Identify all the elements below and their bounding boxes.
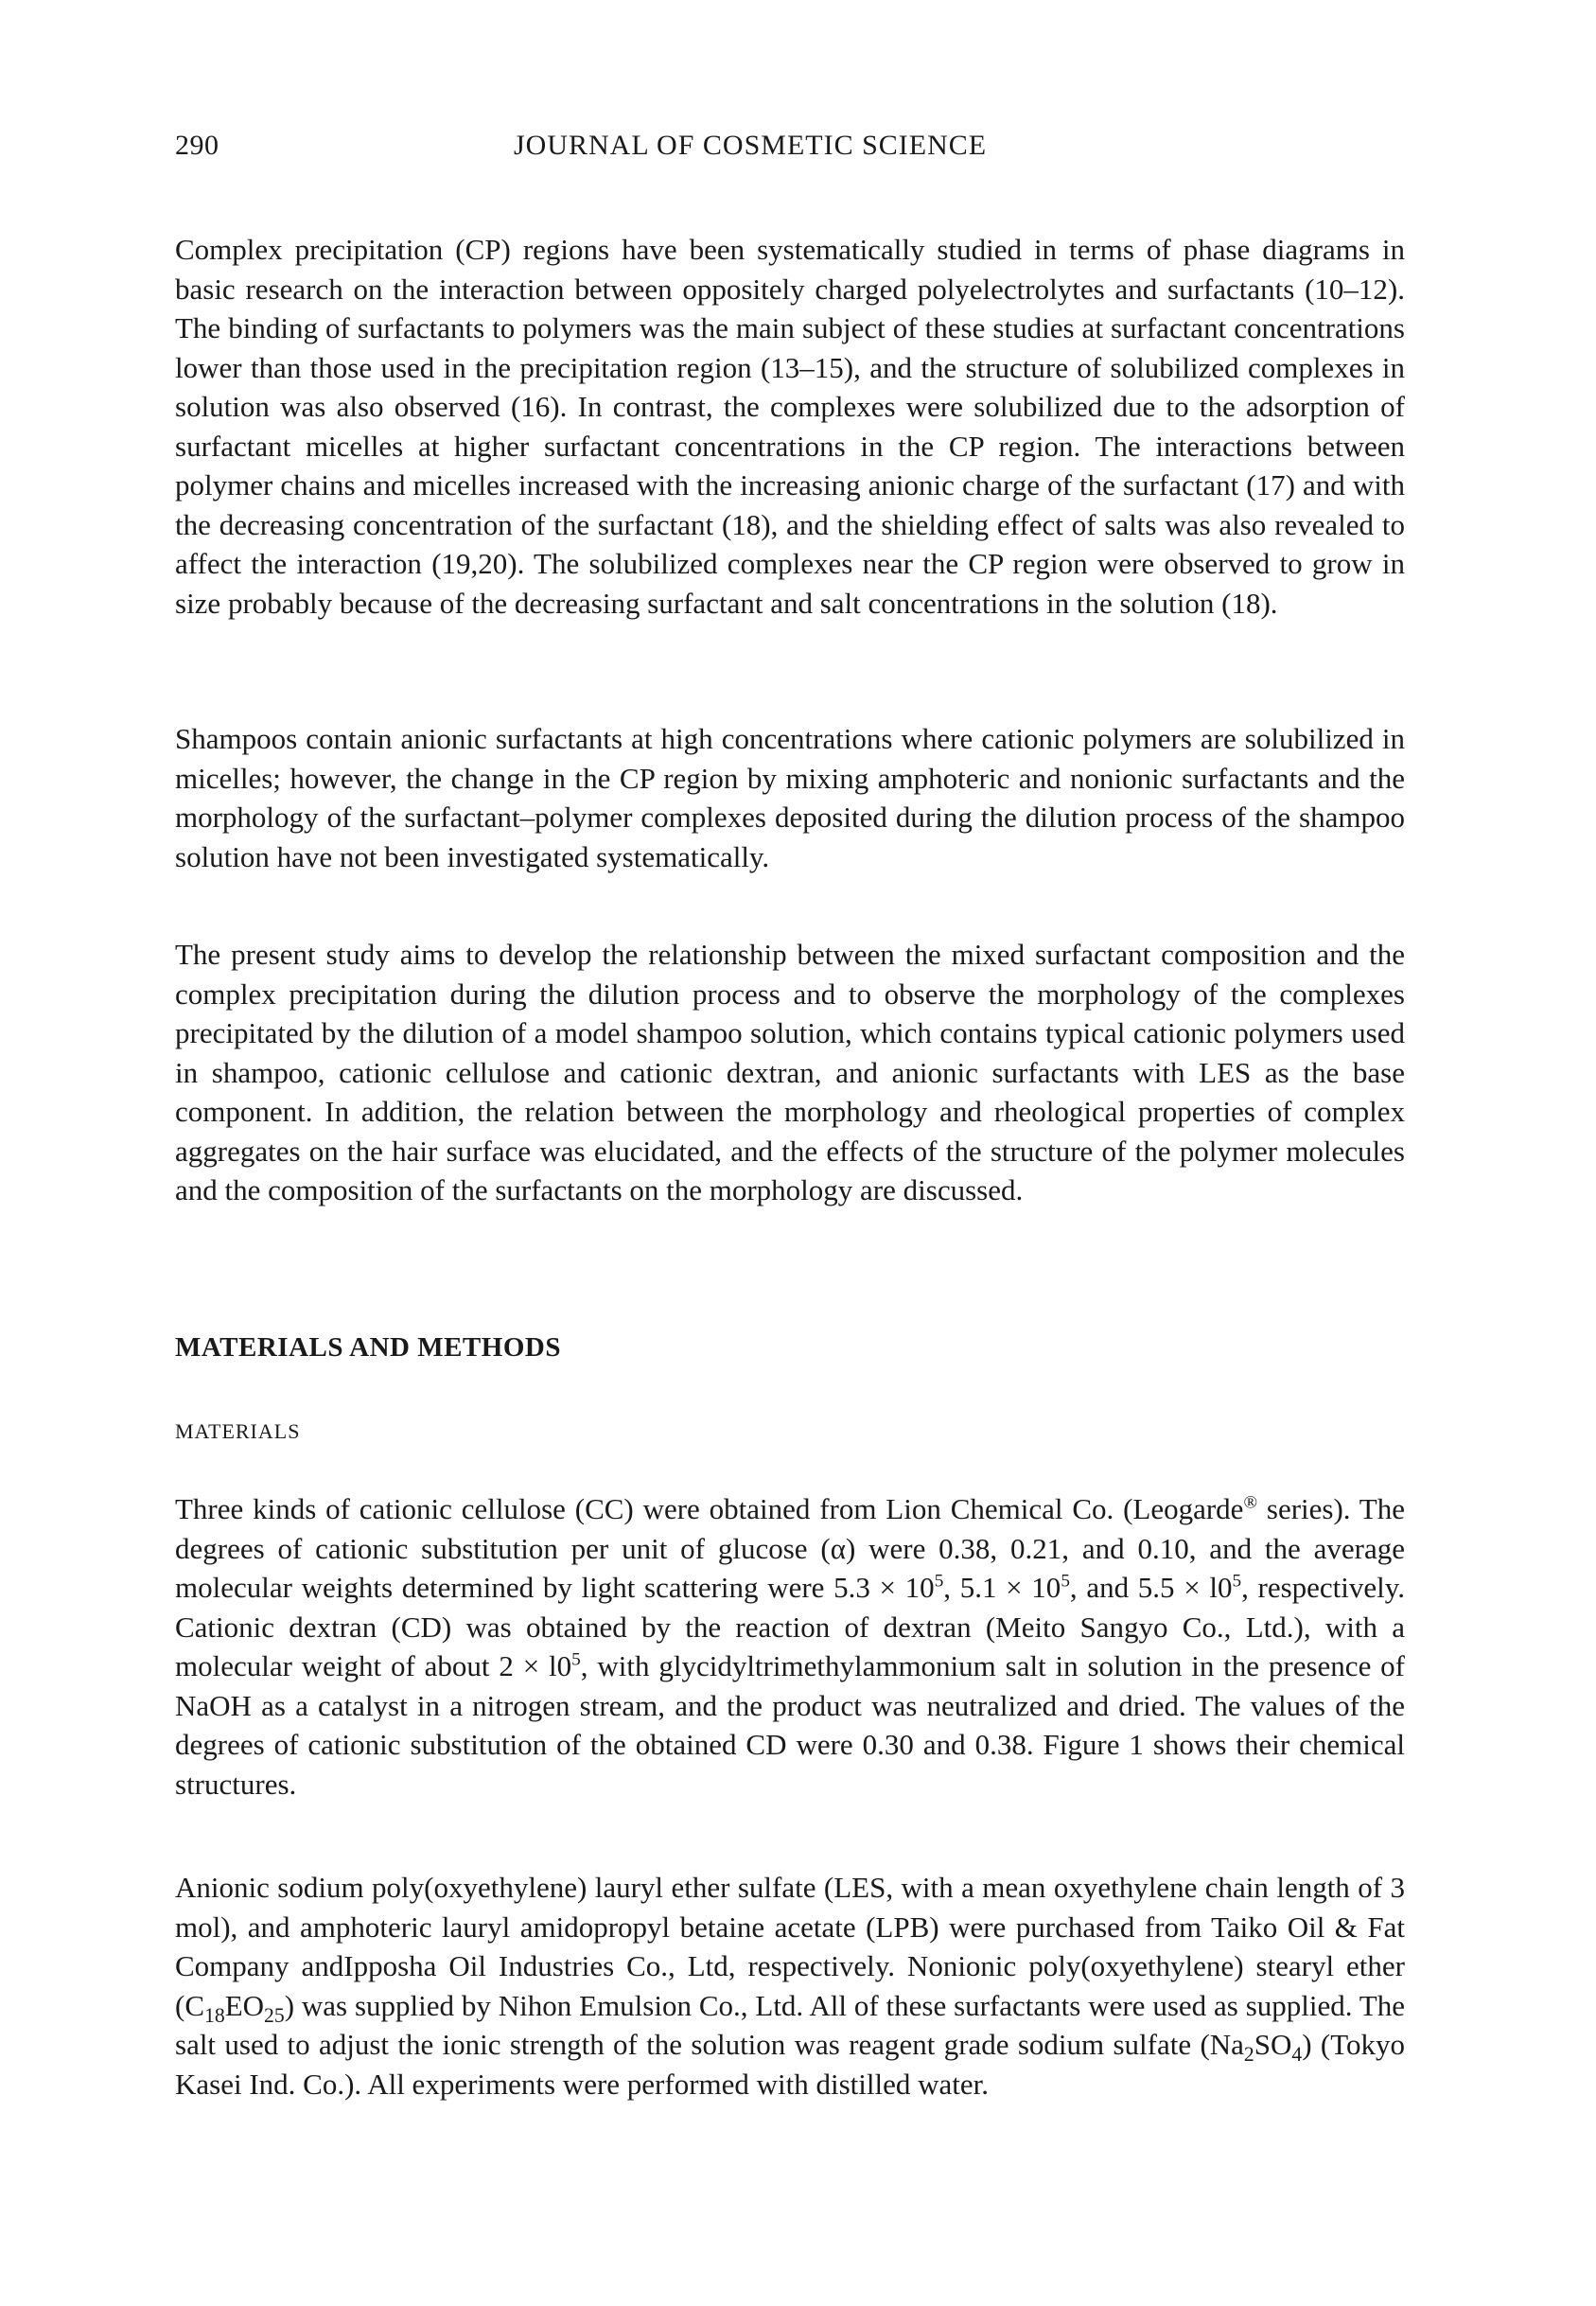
text-run: , with glycidyltrimethylammonium salt in solution in the presence of NaOH as a catalyst in a nitrogen stream, and the product was neutralized and dried. The values of the degrees of cationic substitution of the obtained CD were 0.30 and 0.38. Figure 1 shows their chemical structures. — [175, 1649, 1405, 1801]
text-run: SO — [1254, 2028, 1292, 2061]
section-heading-materials-and-methods: MATERIALS AND METHODS — [175, 1332, 561, 1363]
text-run: , 5.1 × 10 — [943, 1571, 1061, 1604]
intro-paragraph-cp-regions: Complex precipitation (CP) regions have been systematically studied in terms of phase diagrams in basic research on the interaction between oppositely charged polyelectrolytes and surfactants (10–12). The binding of surfactants to polymers was the main subject of these studies at surfactant concentrations lower than those used in the precipitation region (13–15), and the structure of solubilized complexes in solution was also observed (16). In contrast, the complexes were solubilized due to the adsorption of surfactant micelles at higher surfactant concentrations in the CP region. The interactions between polymer chains and micelles increased with the increasing anionic charge of the surfactant (17) and with the decreasing concentration of the surfactant (18), and the shielding effect of salts was also revealed to affect the interaction (19,20). The solubilized complexes near the CP region were observed to grow in size probably because of the decreasing surfactant and salt concentrations in the solution (18). — [175, 233, 1405, 620]
text-run: , respectively. Cationic dextran (CD) was obtained by the reaction of dextran (Meito Sangyo Co., Ltd.), with a molecular weight of about 2 × l0 — [175, 1571, 1406, 1682]
intro-paragraph-present-study: The present study aims to develop the relationship between the mixed surfactant composition and the complex precipitation during the dilution process and to observe the morphology of the complexes precipitated by the dilution of a model shampoo solution, which contains typical cationic polymers used in shampoo, cationic cellulose and cationic dextran, and anionic surfactants with LES as the base component. In addition, the relation between the morphology and rheological properties of complex aggregates on the hair surface was elucidated, and the effects of the structure of the polymer molecules and the composition of the surfactants on the morphology are discussed. — [175, 938, 1405, 1206]
text-run: , and 5.5 × l0 — [1069, 1571, 1233, 1604]
subsection-heading-materials: MATERIALS — [175, 1419, 301, 1443]
materials-paragraph-surfactants — [175, 1868, 1405, 2104]
running-header — [175, 130, 1405, 171]
text-run: Three kinds of cationic cellulose (CC) were obtained from Lion Chemical Co. (Leogarde — [175, 1492, 1244, 1525]
text-run: ) (Tokyo Kasei Ind. Co.). All experiments were performed with distilled water. — [175, 2028, 1405, 2101]
registered-mark: ® — [1243, 1492, 1258, 1513]
exponent: 5 — [1061, 1571, 1070, 1592]
text-run: Anionic sodium poly(oxyethylene) lauryl ether sulfate (LES, with a mean oxyethylene chain length of 3 mol), and amphoteric lauryl amidopropyl betaine acetate (LPB) were purchased from Taiko Oil & Fat Company andIpposha Oil Industries Co., Ltd, respectively. Nonionic poly(oxyethylene) stearyl ether (C — [175, 1871, 1405, 2022]
text-run: EO — [224, 1988, 265, 2022]
subscript: 18 — [204, 2003, 225, 2027]
subscript: 2 — [1243, 2043, 1254, 2067]
intro-paragraph-shampoos: Shampoos contain anionic surfactants at high concentrations where cationic polymers are solubilized in micelles; however, the change in the CP region by mixing amphoteric and nonionic surfactants and the morphology of the surfactant–polymer complexes deposited during the dilution process of the shampoo solution have not been investigated systematically. — [175, 722, 1405, 873]
page-number: 290 — [175, 130, 219, 161]
subscript: 4 — [1291, 2043, 1303, 2067]
exponent: 5 — [1232, 1571, 1242, 1592]
subscript: 25 — [264, 2003, 285, 2027]
text-run: ) was supplied by Nihon Emulsion Co., Ltd. All of these surfactants were used as supplied. The salt used to adjust the ionic strength of the solution was reagent grade sodium sulfate (Na — [175, 1988, 1405, 2061]
text-run: series). The degrees of cationic substitution per unit of glucose (α) were 0.38, 0.21, and 0.10, and the average molecular weights determined by light scattering were 5.3 × 10 — [175, 1492, 1406, 1604]
exponent: 5 — [571, 1649, 581, 1670]
exponent: 5 — [934, 1571, 944, 1592]
journal-title: JOURNAL OF COSMETIC SCIENCE — [514, 130, 988, 161]
materials-paragraph-cationic-polymers — [175, 1489, 1405, 1804]
